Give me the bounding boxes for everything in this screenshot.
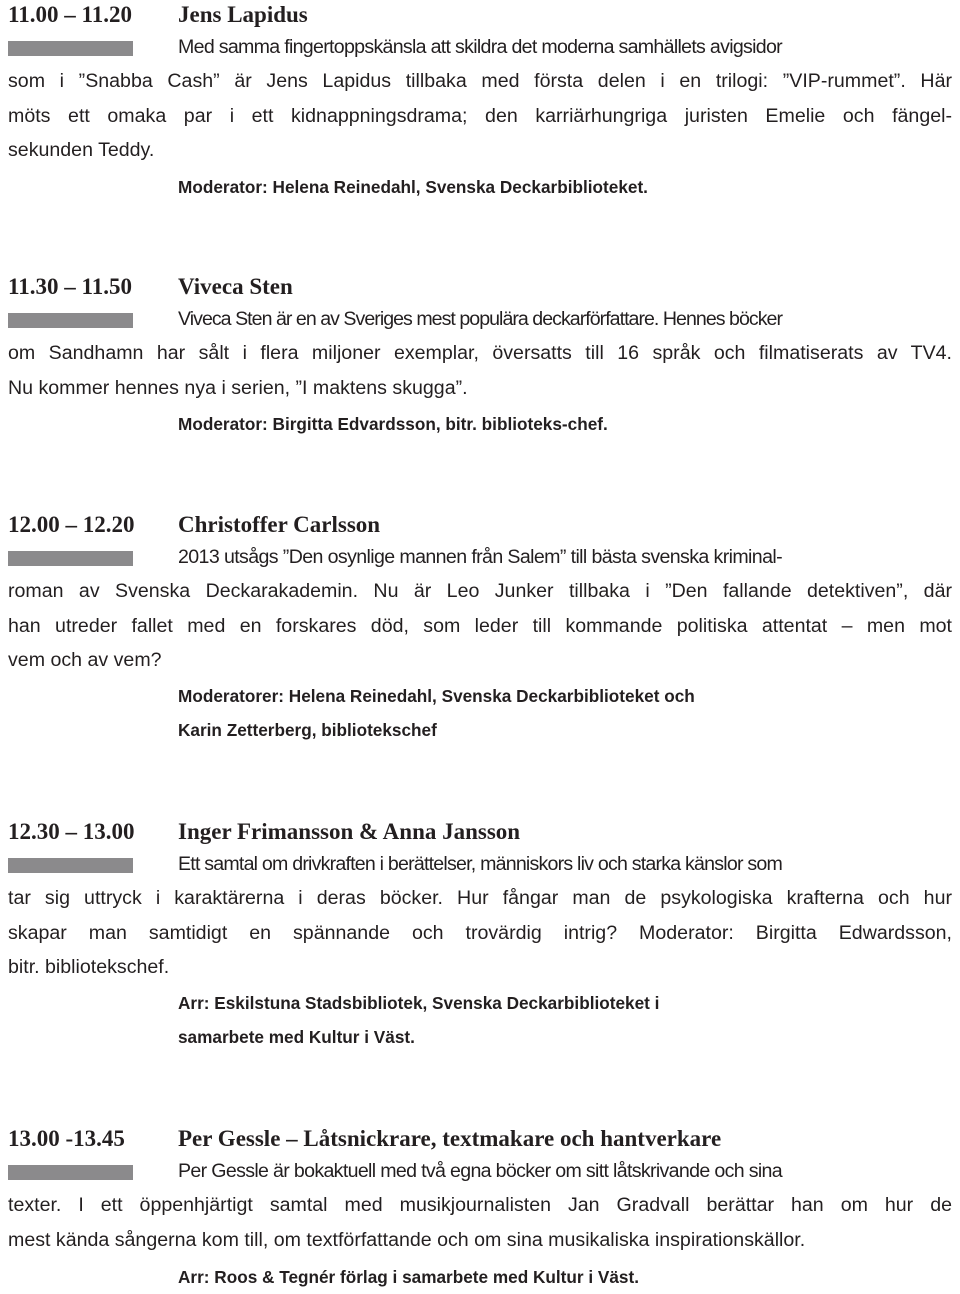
description-line: Viveca Sten är en av Sveriges mest populära deckarförfattare. Hennes böcker bbox=[178, 308, 782, 330]
description-line: Per Gessle är bokaktuell med två egna böcker om sitt låtskrivande och sina bbox=[178, 1160, 782, 1182]
credit-line: Arr: Eskilstuna Stadsbibliotek, Svenska Deckarbiblioteket i bbox=[178, 993, 660, 1013]
credit-line: Moderator: Birgitta Edvardsson, bitr. biblioteks-chef. bbox=[178, 414, 608, 434]
session-title: Christoffer Carlsson bbox=[178, 512, 381, 537]
session-description bbox=[8, 1154, 960, 1257]
session-credits bbox=[178, 1260, 639, 1294]
description-line: Ett samtal om drivkraften i berättelser, människors liv och starka känslor som bbox=[178, 853, 782, 875]
description-line: skapar man samtidigt en spännande och trovärdig intrig? Moderator: Birgitta Edwardsson, bbox=[8, 921, 952, 944]
session-credits bbox=[178, 986, 659, 1054]
session-time: 13.00 -13.45 bbox=[8, 1126, 125, 1151]
description-line: Med samma fingertoppskänsla att skildra det moderna samhällets avigsidor bbox=[178, 36, 782, 58]
description-line: texter. I ett öppenhjärtigt samtal med musikjournalisten Jan Gradvall berättar han om hur de bbox=[8, 1194, 952, 1217]
description-line: Nu kommer hennes nya i serien, ”I maktens skugga”. bbox=[8, 376, 468, 399]
description-line: tar sig uttryck i karaktärerna i deras böcker. Hur fångar man de psykologiska krafterna och hur bbox=[8, 887, 952, 910]
description-line: bitr. bibliotekschef. bbox=[8, 955, 170, 978]
session-description bbox=[8, 30, 960, 167]
description-line: mest kända sångerna kom till, om textförfattande och om sina musikaliska inspirationskällor. bbox=[8, 1228, 806, 1251]
description-line: sekunden Teddy. bbox=[8, 138, 155, 161]
session-description bbox=[8, 540, 960, 677]
session-credits bbox=[178, 679, 695, 747]
session-time: 11.00 – 11.20 bbox=[8, 2, 132, 27]
description-line: roman av Svenska Deckarakademin. Nu är Leo Junker tillbaka i ”Den fallande detektiven”, där bbox=[8, 580, 952, 603]
credit-line: Moderatorer: Helena Reinedahl, Svenska Deckarbiblioteket och bbox=[178, 686, 695, 706]
session-time: 11.30 – 11.50 bbox=[8, 274, 132, 299]
session-title: Per Gessle – Låtsnickrare, textmakare och hantverkare bbox=[178, 1126, 722, 1151]
session-description bbox=[8, 302, 960, 405]
description-line: han utreder fallet med en forskares död, som leder till kommande politiska attentat – men mot bbox=[8, 614, 952, 637]
session-description bbox=[8, 847, 960, 984]
session-title: Viveca Sten bbox=[178, 274, 293, 299]
session-title: Inger Frimansson & Anna Jansson bbox=[178, 819, 521, 844]
description-line: möts ett omaka par i ett kidnappningsdrama; den karriärhungriga juristen Emelie och fängel- bbox=[8, 104, 952, 127]
session-time: 12.00 – 12.20 bbox=[8, 512, 135, 537]
session-credits bbox=[178, 407, 608, 441]
session-time: 12.30 – 13.00 bbox=[8, 819, 135, 844]
description-line: som i ”Snabba Cash” är Jens Lapidus tillbaka med första delen i en trilogi: ”VIP-rummet”. Här bbox=[8, 70, 952, 93]
description-line: 2013 utsågs ”Den osynlige mannen från Salem” till bästa svenska kriminal- bbox=[178, 546, 782, 568]
credit-line: samarbete med Kultur i Väst. bbox=[178, 1027, 415, 1047]
description-line: vem och av vem? bbox=[8, 648, 162, 671]
credit-line: Karin Zetterberg, bibliotekschef bbox=[178, 720, 437, 740]
description-line: om Sandhamn har sålt i flera miljoner exemplar, översatts till 16 språk och filmatiserats av TV4. bbox=[8, 342, 952, 365]
session-title: Jens Lapidus bbox=[178, 2, 308, 27]
session-credits bbox=[178, 170, 648, 204]
credit-line: Arr: Roos & Tegnér förlag i samarbete med Kultur i Väst. bbox=[178, 1267, 639, 1287]
credit-line: Moderator: Helena Reinedahl, Svenska Deckarbiblioteket. bbox=[178, 177, 648, 197]
